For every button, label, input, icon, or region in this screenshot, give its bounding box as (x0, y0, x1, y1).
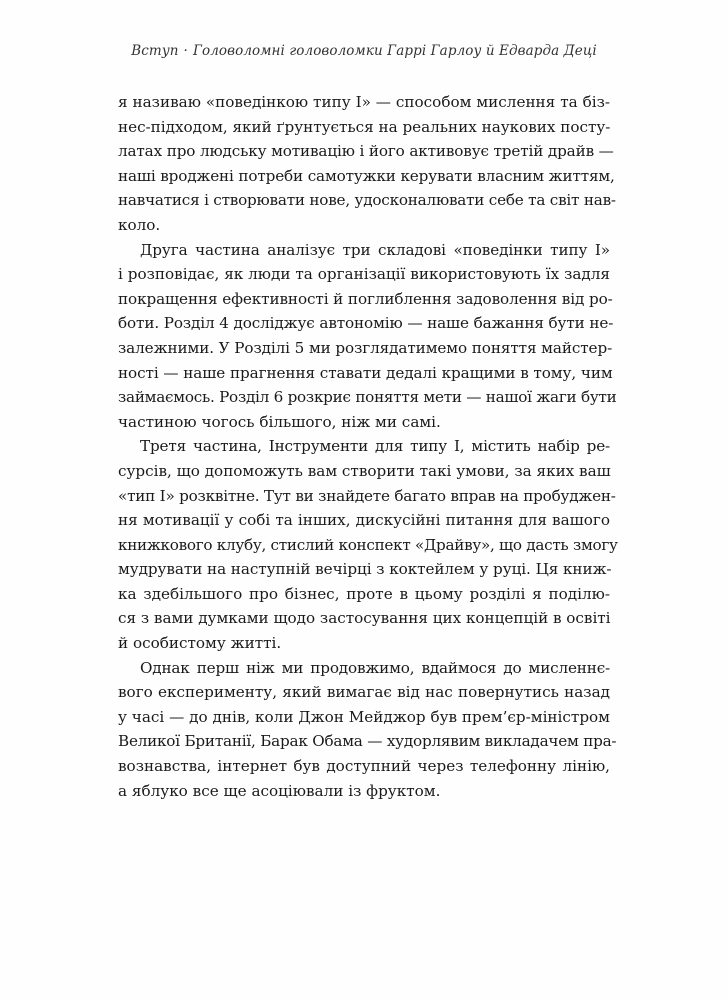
text-line: покращення ефективності й поглиблення задоволення від ро- (118, 289, 613, 308)
text-line: «тип І» розквітне. Тут ви знайдете багато вправ на пробуджен- (118, 486, 616, 505)
paragraph-4 (118, 656, 617, 804)
text-line: вознавства, інтернет був доступний через телефонну лінію, (118, 757, 610, 776)
text-line: боти. Розділ 4 досліджує автономію — наше бажання бути не- (118, 314, 614, 333)
paragraph-3 (118, 434, 618, 655)
text-line: навчатися і створювати нове, удосконалювати себе та світ нав- (118, 191, 616, 210)
text-line: ності — наше прагнення ставати дедалі кращими в тому, чим (118, 363, 613, 382)
text-line: мудрувати на наступній вечірці з коктейлем у руці. Ця книж- (118, 560, 612, 579)
text-line: книжкового клубу, стислий конспект «Драйву», що дасть змогу (118, 535, 618, 554)
text-line: Третя частина, Інструменти для типу І, містить набір ре- (140, 437, 610, 456)
header-section: Вступ (131, 43, 179, 59)
header-title: Головоломні головоломки Гаррі Гарлоу й Едварда Деці (192, 43, 597, 59)
header-separator: · (183, 43, 188, 59)
text-line: Великої Британії, Барак Обама — худорлявим викладачем пра- (118, 732, 617, 751)
text-line: у часі — до днів, коли Джон Мейджор був прем’єр-міністром (118, 707, 610, 726)
text-line: коло. (118, 215, 161, 234)
text-line: латах про людську мотивацію і його активовує третій драйв — (118, 142, 614, 161)
paragraph-2 (118, 238, 617, 435)
text-line: сурсів, що допоможуть вам створити такі умови, за яких ваш (118, 461, 611, 480)
text-line: нес-підходом, який ґрунтується на реальних наукових посту- (118, 117, 611, 136)
text-line: частиною чогось більшого, ніж ми самі. (118, 412, 441, 431)
text-line: Однак перш ніж ми продовжимо, вдаймося до мисленнє- (140, 658, 610, 677)
running-header (0, 43, 728, 59)
text-line: вого експерименту, який вимагає від нас повернутись назад (118, 683, 610, 702)
text-line: Друга частина аналізує три складові «поведінки типу І» (140, 240, 610, 259)
text-line: й особистому житті. (118, 634, 282, 653)
text-line: а яблуко все ще асоціювали із фруктом. (118, 781, 441, 800)
text-line: ся з вами думками щодо застосування цих концепцій в освіті (118, 609, 611, 628)
text-line: я називаю «поведінкою типу І» — способом мислення та біз- (118, 93, 610, 111)
text-line: ка здебільшого про бізнес, проте в цьому розділі я поділю- (118, 584, 610, 603)
text-line: і розповідає, як люди та організації використовують їх задля (118, 265, 610, 284)
body-text (118, 90, 618, 803)
text-line: ня мотивації у собі та інших, дискусійні питання для вашого (118, 511, 610, 530)
paragraph-1 (118, 90, 616, 238)
text-line: наші вроджені потреби самотужки керувати власним життям, (118, 166, 615, 185)
text-line: займаємось. Розділ 6 розкриє поняття мети — нашої жаги бути (118, 388, 617, 407)
text-line: залежними. У Розділі 5 ми розглядатимемо поняття майстер- (118, 338, 613, 357)
